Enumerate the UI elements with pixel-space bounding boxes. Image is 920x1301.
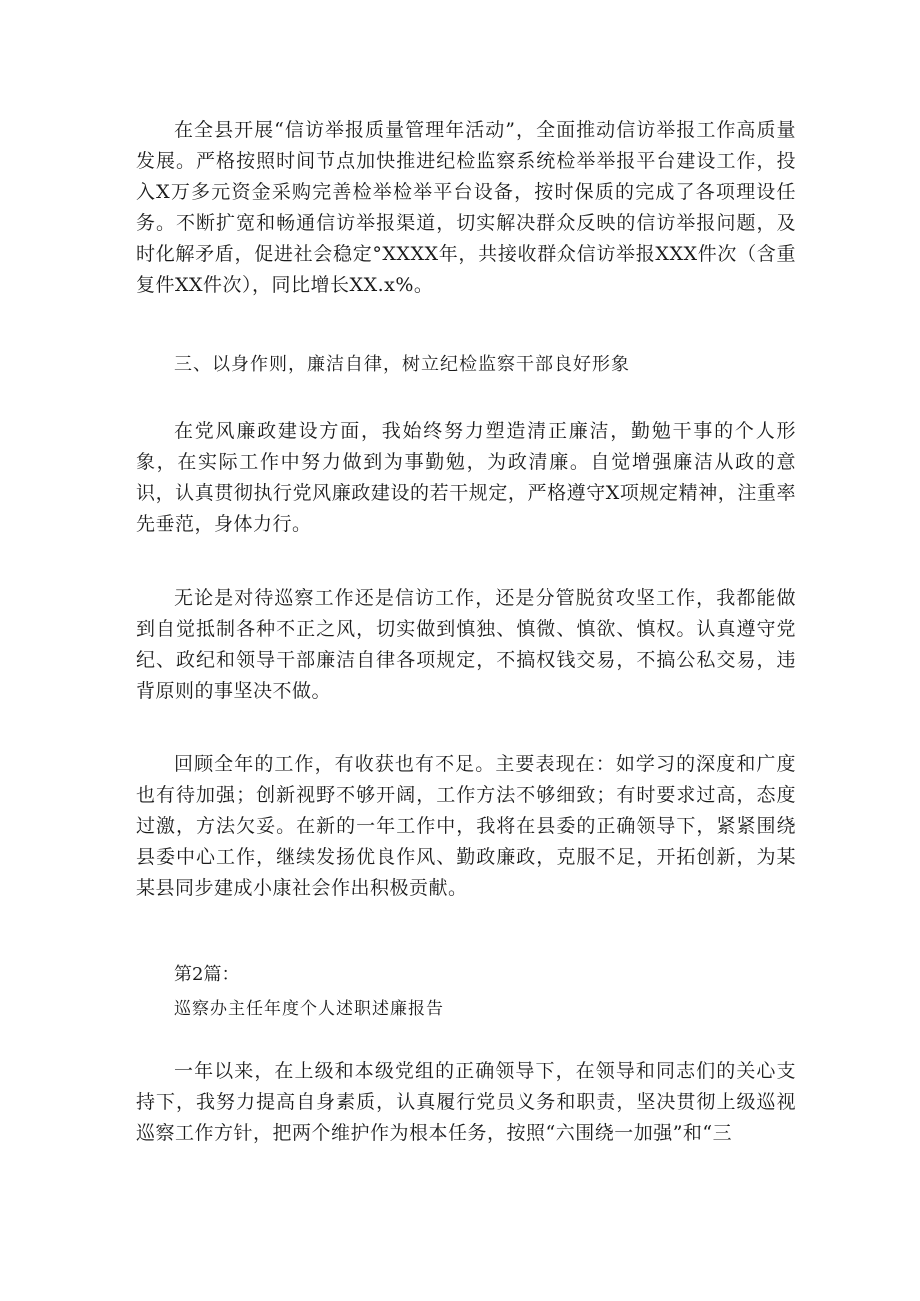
- report-title: 巡察办主任年度个人述职述廉报告: [174, 999, 444, 1019]
- chapter-label: 第2篇：: [174, 964, 240, 985]
- body-paragraph-intro: 一年以来，在上级和本级党组的正确领导下，在领导和同志们的关心支持下，我努力提高自身素质，认真履行党员义务和职责，坚决贯彻上级巡视巡察工作方针，把两个维护作为根本任务，按照“六围绕一加强”和“三: [136, 1060, 796, 1144]
- body-paragraph-review: 回顾全年的工作，有收获也有不足。主要表现在：如学习的深度和广度也有待加强；创新视野不够开阔，工作方法不够细致；有时要求过高，态度过激，方法欠妥。在新的一年工作中，我将在县委的正确领导下，紧紧围绕县委中心工作，继续发扬优良作风、勤政廉政，克服不足，开拓创新，为某某县同步建成小康社会作出积极贡献。: [136, 753, 796, 899]
- body-paragraph-self-discipline: 无论是对待巡察工作还是信访工作，还是分管脱贫攻坚工作，我都能做到自觉抵制各种不正之风，切实做到慎独、慎微、慎欲、慎权。认真遵守党纪、政纪和领导干部廉洁自律各项规定，不搞权钱交易，不搞公私交易，违背原则的事坚决不做。: [136, 587, 796, 702]
- body-paragraph-integrity: 在党风廉政建设方面，我始终努力塑造清正廉洁，勤勉干事的个人形象，在实际工作中努力做到为事勤勉，为政清廉。自觉增强廉洁从政的意识，认真贯彻执行党风廉政建设的若干规定，严格遵守X项规定精神，注重率先垂范，身体力行。: [136, 420, 796, 535]
- body-paragraph-petition: 在全县开展“信访举报质量管理年活动”，全面推动信访举报工作高质量发展。严格按照时间节点加快推进纪检监察系统检举举报平台建设工作，投入X万多元资金采购完善检举检举平台设备，按时保质的完成了各项理设任务。不断扩宽和畅通信访举报渠道，切实解决群众反映的信访举报问题，及时化解矛盾，促进社会稳定°XXXX年，共接收群众信访举报XXX件次（含重复件XX件次），同比增长XX.x%。: [136, 119, 796, 296]
- section-heading-3: 三、以身作则，廉洁自律，树立纪检监察干部良好形象: [174, 354, 630, 375]
